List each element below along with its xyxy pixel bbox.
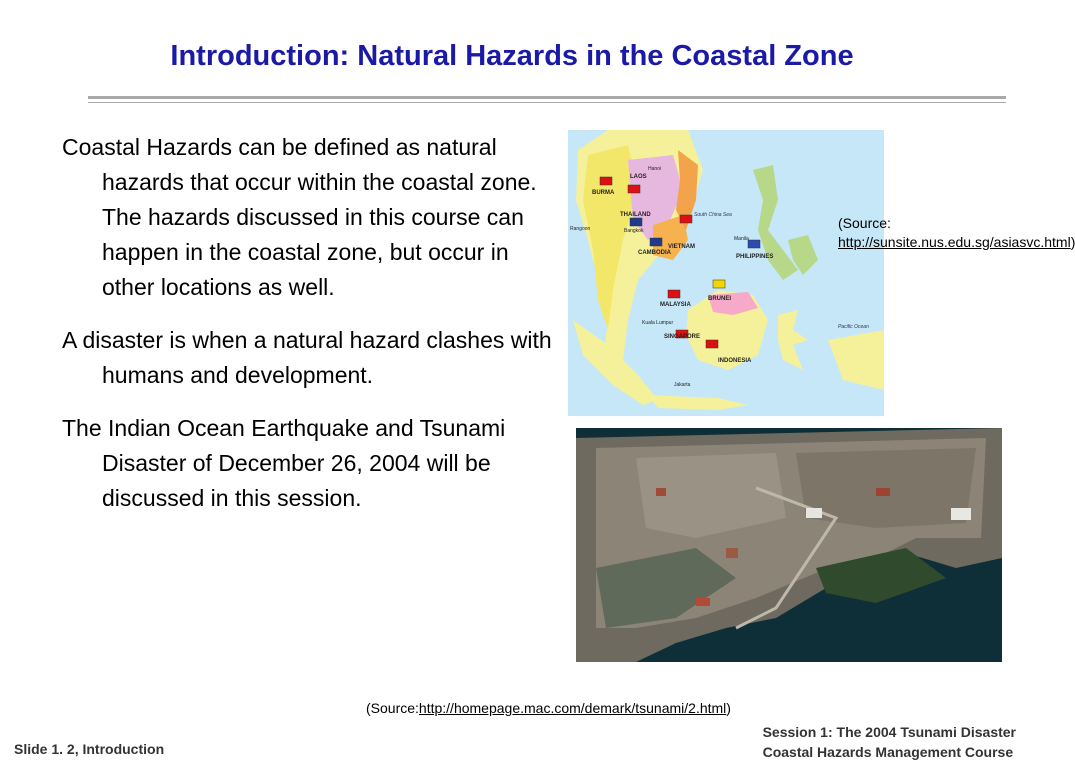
bullet-coastal-hazards-definition: Coastal Hazards can be defined as natural hazards that occur within the coastal zone. The hazards discussed in this course can happen in the coastal zone, but occur in other locations as well.	[62, 134, 537, 300]
map-label-singapore: SINGAPORE	[664, 334, 701, 340]
map-label-thailand: THAILAND	[620, 212, 651, 218]
map-label-burma: BURMA	[592, 190, 615, 196]
map-label-hanoi: Hanoi	[648, 166, 662, 172]
map-label-vietnam: VIETNAM	[668, 244, 695, 250]
bullet-list	[62, 130, 552, 534]
session-title: Session 1: The 2004 Tsunami Disaster	[762, 724, 1016, 740]
aerial-coastal-photo	[576, 428, 1002, 662]
bullet-disaster-definition: A disaster is when a natural hazard clashes with humans and development.	[62, 327, 552, 388]
map-label-malaysia: MALAYSIA	[660, 302, 691, 308]
map-label-philippines: PHILIPPINES	[736, 254, 774, 260]
map-source-link[interactable]: http://sunsite.nus.edu.sg/asiasvc.html	[838, 234, 1071, 250]
slide-title: Introduction: Natural Hazards in the Coastal Zone	[170, 40, 854, 72]
photo-source-caption	[366, 698, 731, 718]
map-label-pacific-ocean: Pacific Ocean	[838, 324, 869, 330]
map-source-prefix: (Source:	[838, 215, 891, 231]
map-label-rangoon: Rangoon	[570, 226, 591, 232]
bullet-indian-ocean-tsunami: The Indian Ocean Earthquake and Tsunami Disaster of December 26, 2004 will be discussed in this session.	[62, 415, 506, 511]
map-label-jakarta: Jakarta	[674, 382, 691, 388]
course-footer	[763, 722, 1016, 762]
photo-source-prefix: (Source:	[366, 700, 419, 716]
photo-source-suffix: )	[726, 700, 731, 716]
map-label-laos: LAOS	[630, 174, 647, 180]
course-title: Coastal Hazards Management Course	[762, 744, 1014, 760]
map-label-brunei: BRUNEI	[708, 296, 732, 302]
title-divider-thin	[88, 102, 1006, 103]
map-label-cambodia: CAMBODIA	[638, 250, 671, 256]
southeast-asia-map	[568, 130, 884, 416]
map-label-indonesia: INDONESIA	[718, 358, 752, 364]
slide-number-footer: Slide 1. 2, Introduction	[14, 741, 165, 757]
map-label-bangkok: Bangkok	[624, 228, 644, 234]
map-source-suffix: )	[1070, 234, 1075, 250]
map-source-caption	[838, 214, 1075, 252]
photo-source-link[interactable]: http://homepage.mac.com/demark/tsunami/2.html	[418, 700, 727, 716]
map-label-manila: Manila	[734, 236, 749, 242]
title-divider-thick	[88, 96, 1006, 99]
map-label-kuala-lumpur: Kuala Lumpur	[642, 320, 674, 326]
map-label-south-china-sea: South China Sea	[694, 212, 732, 218]
